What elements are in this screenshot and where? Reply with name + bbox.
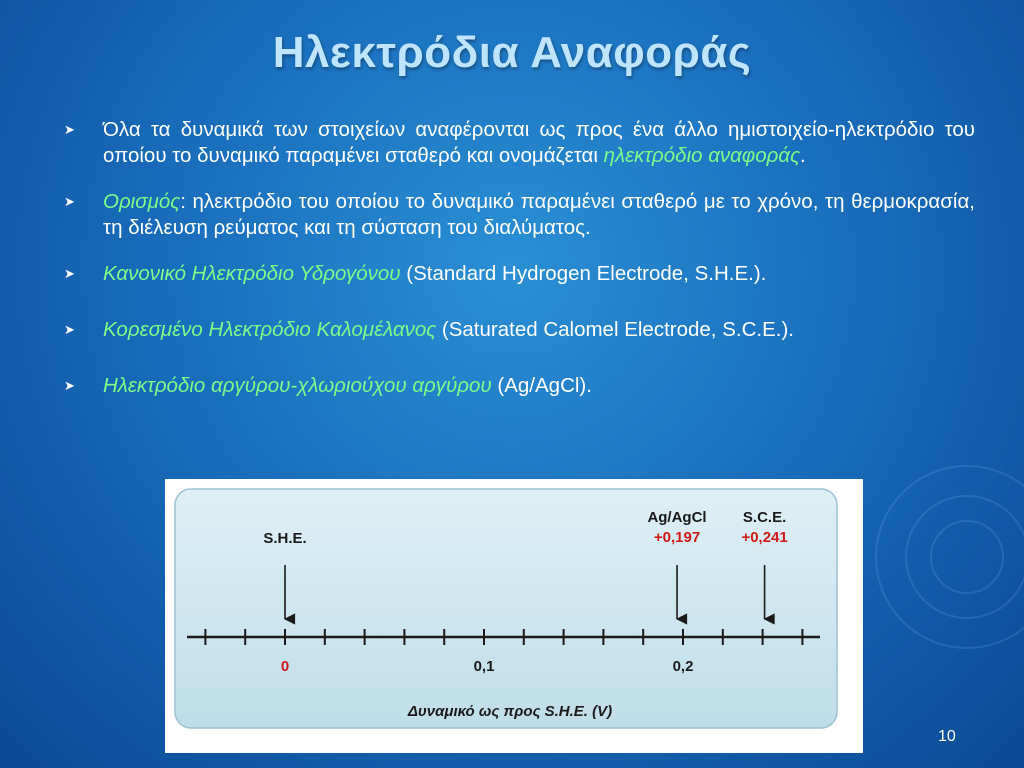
potential-scale-svg	[165, 479, 863, 753]
bullet-arrow-icon: ➤	[64, 378, 75, 393]
electrode-potential: +0,197	[653, 529, 701, 546]
bullet-text: (Saturated Calomel Electrode, S.C.E.).	[436, 318, 794, 341]
zero-tick-label: 0	[280, 658, 290, 675]
bullet-arrow-icon: ➤	[64, 194, 75, 209]
bullet-item	[60, 189, 975, 241]
bullet-text: : ηλεκτρόδιο του οποίου το δυναμικό παραμένει σταθερό με το χρόνο, τη θερμοκρασία, τη διέλευση ρεύματος και τη σύσταση του διαλύματος.	[103, 190, 975, 239]
axis-label: Δυναμικό ως προς S.H.E. (V)	[407, 703, 613, 720]
tick-label: 0,2	[672, 658, 694, 675]
highlight-term: Ορισμός	[103, 190, 181, 213]
electrode-name: Ag/AgCl	[647, 509, 707, 526]
bullet-text: .	[800, 144, 806, 167]
bullet-arrow-icon: ➤	[64, 266, 75, 281]
highlight-term: ηλεκτρόδιο αναφοράς	[603, 144, 801, 167]
bullet-item	[60, 261, 975, 287]
highlight-term: Κανονικό Ηλεκτρόδιο Υδρογόνου	[103, 262, 401, 285]
bullet-list	[60, 117, 975, 399]
electrode-name: S.H.E.	[263, 530, 307, 547]
bullet-text: (Standard Hydrogen Electrode, S.H.E.).	[400, 262, 767, 285]
electrode-name: S.C.E.	[742, 509, 787, 526]
bullet-text: (Ag/AgCl).	[491, 374, 592, 397]
highlight-term: Ηλεκτρόδιο αργύρου-χλωριούχου αργύρου	[103, 374, 492, 397]
reference-potential-figure	[165, 479, 863, 753]
bullet-item	[60, 373, 975, 399]
highlight-term: Κορεσμένο Ηλεκτρόδιο Καλομέλανος	[103, 318, 437, 341]
decorative-ripple	[875, 465, 1024, 649]
bullet-arrow-icon: ➤	[64, 322, 75, 337]
slide-title: Ηλεκτρόδια Αναφοράς	[272, 28, 752, 77]
electrode-potential: +0,241	[741, 529, 788, 546]
bullet-item	[60, 317, 975, 343]
figure-panel	[175, 489, 837, 728]
bullet-arrow-icon: ➤	[64, 122, 75, 137]
bullet-text: Όλα τα δυναμικά των στοιχείων αναφέρονται ως προς ένα άλλο ημιστοιχείο-ηλεκτρόδιο του οποίου το δυναμικό παραμένει σταθερό και ονομάζεται	[103, 118, 975, 167]
bullet-item	[60, 117, 975, 169]
page-number: 10	[938, 728, 956, 745]
tick-label: 0,1	[473, 658, 495, 675]
